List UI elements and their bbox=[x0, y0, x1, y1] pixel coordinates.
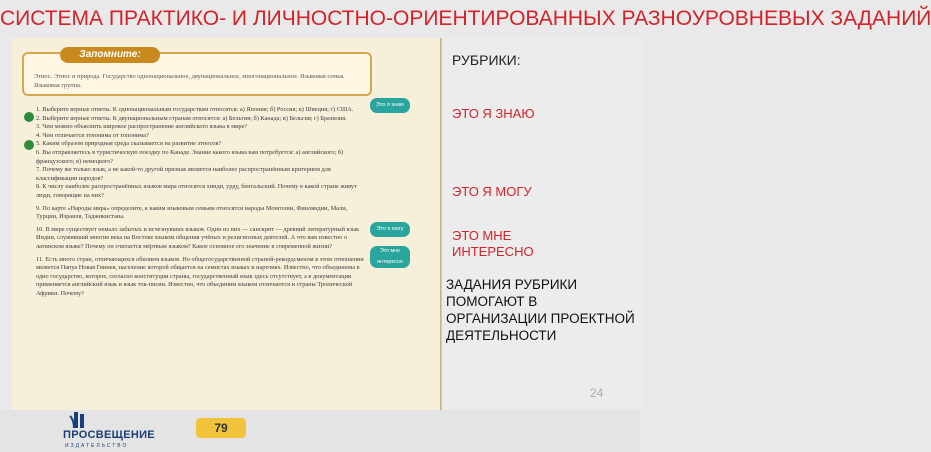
rubric-i-know: ЭТО Я ЗНАЮ bbox=[452, 106, 535, 121]
tag-i-can: Это я могу bbox=[370, 222, 410, 237]
tag-i-know: Это я знаю bbox=[370, 98, 410, 113]
remember-label: Запомните: bbox=[60, 47, 160, 63]
task-marker-icon bbox=[24, 140, 34, 150]
rubric-interesting: ЭТО МНЕ ИНТЕРЕСНО bbox=[452, 228, 534, 259]
task-item: 7. Почему же только язык, а не какой-то другой признак является наиболее распространённым критерием для классификации народов? bbox=[36, 166, 331, 182]
tag-interesting: Это мне интересно bbox=[370, 246, 410, 268]
task-item: 6. Вы отправляетесь в туристическую поездку по Канаде. Знание какого языка вам потребуется: а) английского; б) французского; в) немецкого? bbox=[36, 148, 344, 165]
task-item: 3. Чем можно объяснить широкое распространение английского языка в мире? bbox=[36, 123, 248, 131]
task-item: 10. В мире существует немало забытых и исчезнувших языков. Один из них — санскрит — древний литературный язык Индии, служивший многие века на Востоке языком общения учёных и религиозных деятелей. А что вам известно о латинском языке? Почему он считается мёртвым языком? Какое основное его значение в современной жизни? bbox=[36, 225, 360, 250]
task-item: 5. Каким образом природная среда сказывается на развитие этносов? bbox=[36, 140, 222, 148]
task-item: 8. К числу наиболее распространённых языков мира относятся хинди, урду, бенгальский. Почему в какой стране живут люди, говорящие на них? bbox=[36, 183, 357, 199]
slide-number: 24 bbox=[590, 386, 604, 400]
page-number: 79 bbox=[196, 418, 246, 438]
task-item: 2. Выберите верные ответы. К двунациональным странам относятся: а) Бельгия; б) Канада; в) Бельгия; г) Бразилия. bbox=[36, 114, 347, 122]
task-item: 4. Чем отличается этнонима от топонима? bbox=[36, 131, 149, 139]
rubric-i-can: ЭТО Я МОГУ bbox=[452, 184, 532, 199]
task-list bbox=[36, 106, 364, 298]
task-marker-icon bbox=[24, 112, 34, 122]
rubrics-description: ЗАДАНИЯ РУБРИКИ ПОМОГАЮТ В ОРГАНИЗАЦИИ ПРОЕКТНОЙ ДЕЯТЕЛЬНОСТИ bbox=[446, 277, 635, 343]
publisher-name: ПРОСВЕЩЕНИЕ bbox=[63, 429, 155, 441]
rubrics-panel bbox=[440, 38, 642, 414]
slide-title: СИСТЕМА ПРАКТИКО- И ЛИЧНОСТНО-ОРИЕНТИРОВАННЫХ РАЗНОУРОВНЕВЫХ ЗАДАНИЙ bbox=[0, 7, 931, 30]
publisher-tagline: ИЗДАТЕЛЬСТВО bbox=[65, 443, 129, 449]
task-item: 11. Есть много стран, отличающихся обилием языков. Но общегосударственной страной-рекордсменом в этом отношении является Папуа Новая Гвинея, население которой общается на семистах языках и наречиях. Известно, что объединены в одно государство, которое, согласно конституции страны, государственный язык здесь отсутствует, а в документации применяется английский язык и язык ток-писин. Известно, что объединим языком отличаются и страны Тропической Африки. Почему? bbox=[36, 255, 364, 297]
remember-text: Этнос. Этнос и природа. Государство однонациональное, двунациональное, многонациональное. Языковая семья. Языковая группа. bbox=[34, 73, 345, 89]
rubrics-heading: РУБРИКИ: bbox=[452, 52, 521, 68]
task-item: 9. По карте «Народы мира» определите, к каким языковым семьям относятся народы Монголии, Финляндии, Мали, Турции, Израиля, Таджикистана. bbox=[36, 204, 348, 221]
task-item: 1. Выберите верные ответы. К однонациональным государствам относятся: а) Япония; б) Россия; в) Швеция; г) США. bbox=[36, 106, 354, 113]
